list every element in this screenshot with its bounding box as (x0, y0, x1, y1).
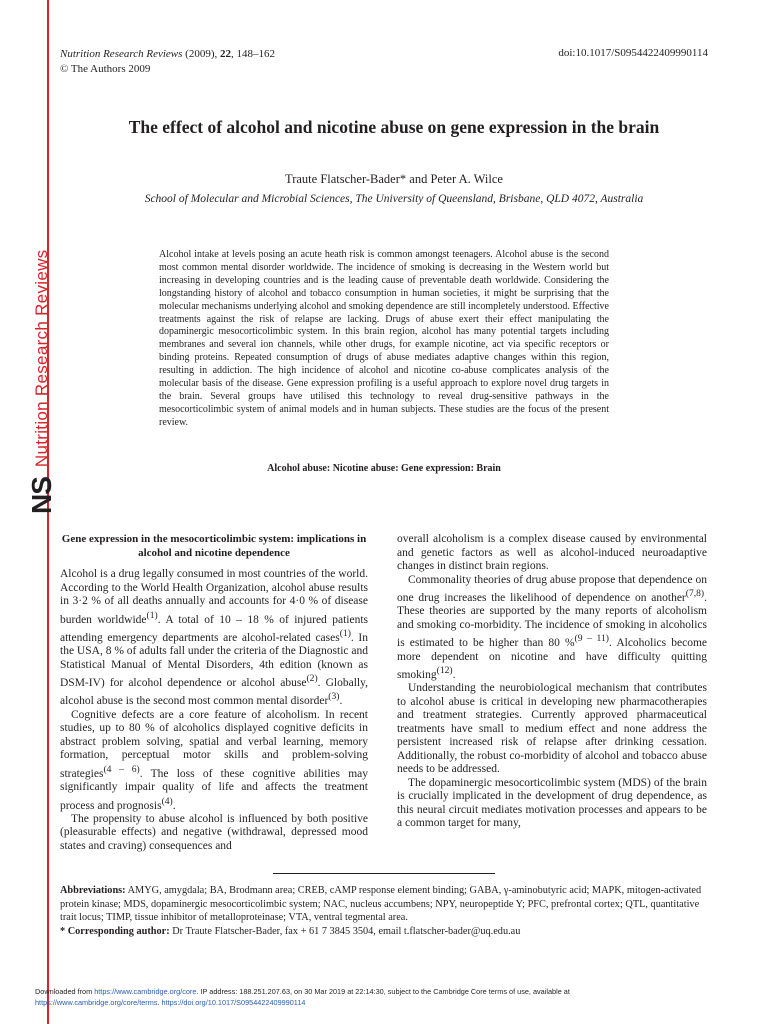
paragraph: Alcohol is a drug legally consumed in most countries of the world. According to the World Health Organization, alcohol abuse results in 3·2 % of all deaths annually and accounts for 4·0 % of disease burden worldwide$^{(1)}$. A total of 10 – 18 % of injured patients attending emergency departments are alcohol-related cases$^{(1)}$. In the USA, 8 % of adults fall under the criteria of the Diagnostic and Statistical Manual of Mental Disorders, 4th edition (known as DSM-IV) for alcohol dependence or alcohol abuse$^{(2)}$. Globally, alcohol abuse is the second most common mental disorder$^{(3)}$. (60, 568, 368, 708)
abbreviations-note: Abbreviations: AMYG, amygdala; BA, Brodmann area; CREB, cAMP response element binding; GABA, γ-aminobutyric acid; MAPK, mitogen-activated protein kinase; MDS, dopaminergic mesocorticolimbic system; NAC, nucleus accumbens; NPY, neuropeptide Y; PFC, prefrontal cortex; QTL, quantitative trait locus; TIMP, tissue inhibitor of metalloproteinase; VTA, ventral tegmental area. (60, 885, 702, 923)
volume: 22 (219, 48, 231, 60)
article-title: The effect of alcohol and nicotine abuse on gene expression in the brain (128, 117, 660, 137)
right-column (397, 533, 707, 831)
abstract: Alcohol intake at levels posing an acute heath risk is common amongst teenagers. Alcohol abuse is the second most common mental disorder worldwide. The incidence of smoking is decreasing in the Western world but increasing in developing countries and is the leading cause of preventable death worldwide. Considering the longstanding history of alcohol and tobacco consumption in human societies, it might be surprising that the molecular mechanisms underlying alcohol and smoking dependence are still incompletely understood. Effective treatments against the risk of relapse are lacking. Drugs of abuse exert their effect manipulating the dopaminergic mesocorticolimbic system. In this brain region, alcohol has many potential targets including membranes and several ion channels, while other drugs, for example nicotine, act via specific receptors or binding proteins. Repeated consumption of drugs of abuse mediates adaptive changes within this region, resulting in addiction. The high incidence of alcohol and nicotine co-abuse complicates analysis of the molecular basis of the disease. Gene expression profiling is a useful approach to explore novel drug targets in the brain. Several groups have utilised this technology to reveal drug-sensitive pathways in the mesocorticolimbic system of animal models and in human subjects. These studies are the focus of the present review. (159, 249, 609, 428)
journal-logo: NS (26, 477, 57, 514)
sidebar-journal-name: Nutrition Research Reviews (32, 249, 51, 468)
doi-link[interactable]: https://doi.org/10.1017/S0954422409990114 (161, 998, 306, 1007)
citation-header (60, 47, 275, 77)
paragraph: Understanding the neurobiological mechanism that contributes to alcohol abuse is critical in developing new pharmacotherapies and treatment strategies. Currently approved pharmaceutical treatments have small to medium effect and none address the persistent increased risk of relapse after drinking cessation. Additionally, the robust co-morbidity of alcohol and tobacco abuse needs to be addressed. (397, 682, 707, 776)
paragraph: The dopaminergic mesocorticolimbic system (MDS) of the brain is crucially implicated in the development of drug dependence, as this neural circuit mediates motivation processes and appears to be a common target for many, (397, 776, 707, 830)
download-notice: Downloaded from https://www.cambridge.org/core. IP address: 188.251.207.63, on 30 Mar 2019 at 22:14:30, subject to the Cambridge Core terms of use, available at https://www.cambridge.org/core/terms. https://doi.org/10.1017/S0954422409990114 (35, 987, 570, 1007)
pages: , 148–162 (230, 48, 275, 60)
authors: Traute Flatscher-Bader* and Peter A. Wilce (285, 172, 503, 186)
footnotes (60, 884, 708, 938)
terms-link[interactable]: https://www.cambridge.org/core/terms (35, 998, 158, 1007)
sidebar-journal-brand (6, 249, 57, 674)
cambridge-core-link[interactable]: https://www.cambridge.org/core (94, 987, 197, 996)
copyright: © The Authors 2009 (60, 63, 151, 75)
section-heading: Gene expression in the mesocorticolimbic system: implications in alcohol and nicotine dependence (61, 533, 367, 559)
doi: doi:10.1017/S0954422409990114 (558, 47, 708, 59)
year: (2009), (185, 48, 220, 60)
journal-name: Nutrition Research Reviews (60, 48, 183, 60)
paragraph: Commonality theories of drug abuse propose that dependence on one drug increases the likelihood of dependence on another$^{(7,8)}$. These theories are supported by the many reports of alcoholism and smoking co-morbidity. The incidence of smoking in alcoholics is estimated to be higher than 80 %$^{(9 - 11)}$. Alcoholics become more dependent on nicotine and have difficulty quitting smoking$^{(12)}$. (397, 573, 707, 681)
paragraph: overall alcoholism is a complex disease caused by environmental and genetic factors as well as alcohol-induced neuroadaptive changes in distinct brain regions. (397, 533, 707, 572)
footnote-divider (273, 873, 495, 874)
affiliation: School of Molecular and Microbial Sciences, The University of Queensland, Brisbane, QLD 4072, Australia (144, 193, 644, 205)
paragraph: Cognitive defects are a core feature of alcoholism. In recent studies, up to 80 % of alcoholics displayed cognitive deficits in abstract problem solving, spatial and verbal learning, memory formation, perceptual motor skills and problem-solving strategies$^{(4 - 6)}$. The loss of these cognitive abilities may significantly impair quality of life and affects the treatment process and prognosis$^{(4)}$. (60, 708, 368, 812)
keywords: Alcohol abuse: Nicotine abuse: Gene expression: Brain (267, 463, 501, 474)
left-column (60, 533, 368, 853)
corresponding-author-note: * Corresponding author: Dr Traute Flatscher-Bader, fax + 61 7 3845 3504, email t.flatscher-bader@uq.edu.au (60, 925, 521, 937)
paragraph: The propensity to abuse alcohol is influenced by both positive (pleasurable effects) and negative (withdrawal, depressed mood states and craving) consequences and (60, 812, 368, 852)
